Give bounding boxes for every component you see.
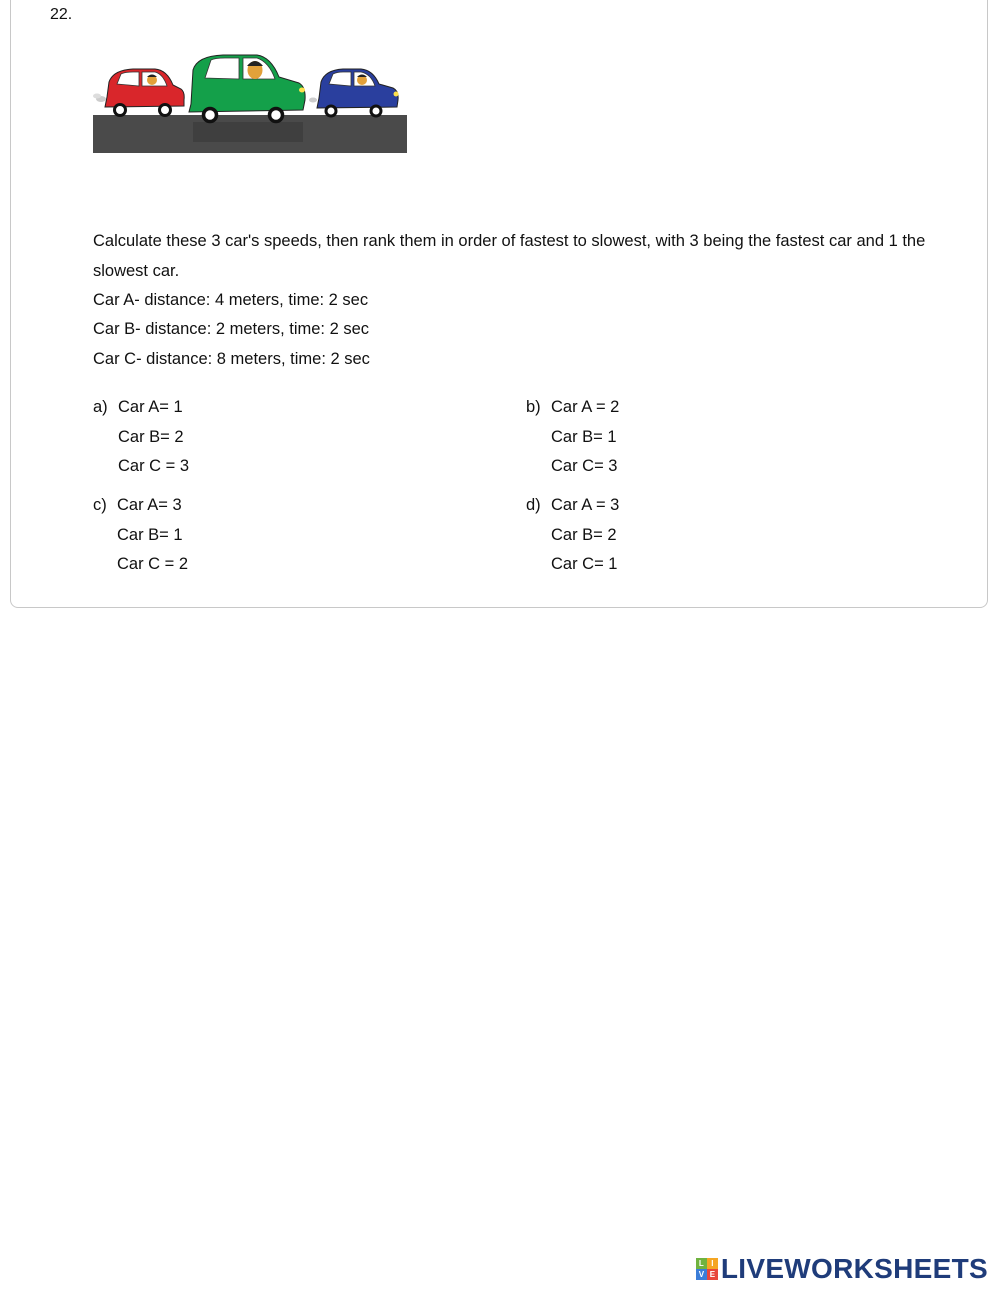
option-line: Car B= 1 [117, 525, 183, 544]
option-line: Car B= 2 [551, 525, 617, 544]
question-prompt: Calculate these 3 car's speeds, then rank them in order of fastest to slowest, with 3 being the fastest car and 1 the slowest car. [93, 232, 926, 280]
liveworksheets-logo [696, 1253, 988, 1285]
option-line: Car A = 3 [551, 496, 620, 514]
option-line: Car B= 1 [551, 427, 617, 446]
option-letter: d) [526, 496, 541, 514]
option-line: Car C= 1 [551, 555, 618, 573]
logo-mark [696, 1258, 718, 1280]
option-d[interactable] [526, 496, 826, 582]
option-line: Car A= 1 [118, 398, 183, 416]
option-line: Car C = 3 [118, 457, 190, 475]
logo-text: LIVEWORKSHEETS [720, 1253, 988, 1284]
option-line: Car C= 3 [551, 457, 618, 475]
option-letter: b) [526, 398, 541, 416]
option-b[interactable] [526, 398, 826, 484]
option-line: Car A = 2 [551, 398, 620, 416]
option-a[interactable] [93, 398, 393, 484]
car-c-data: Car C- distance: 8 meters, time: 2 sec [93, 350, 370, 368]
car-a-data: Car A- distance: 4 meters, time: 2 sec [93, 291, 369, 309]
option-letter: c) [93, 496, 107, 514]
logo-mark-l: L [696, 1258, 707, 1269]
blue-car [309, 69, 399, 116]
option-line: Car B= 2 [118, 427, 184, 446]
red-car [93, 69, 184, 116]
logo-mark-v: V [696, 1269, 707, 1280]
option-line: Car C = 2 [117, 555, 189, 573]
option-c[interactable] [93, 496, 393, 582]
green-car [189, 55, 305, 122]
logo-mark-e: E [707, 1269, 718, 1280]
option-line: Car A= 3 [117, 496, 182, 514]
question-number: 22. [50, 6, 73, 23]
car-b-data: Car B- distance: 2 meters, time: 2 sec [93, 320, 370, 338]
option-letter: a) [93, 398, 108, 416]
logo-mark-i: I [707, 1258, 718, 1269]
cars-illustration [93, 50, 407, 153]
